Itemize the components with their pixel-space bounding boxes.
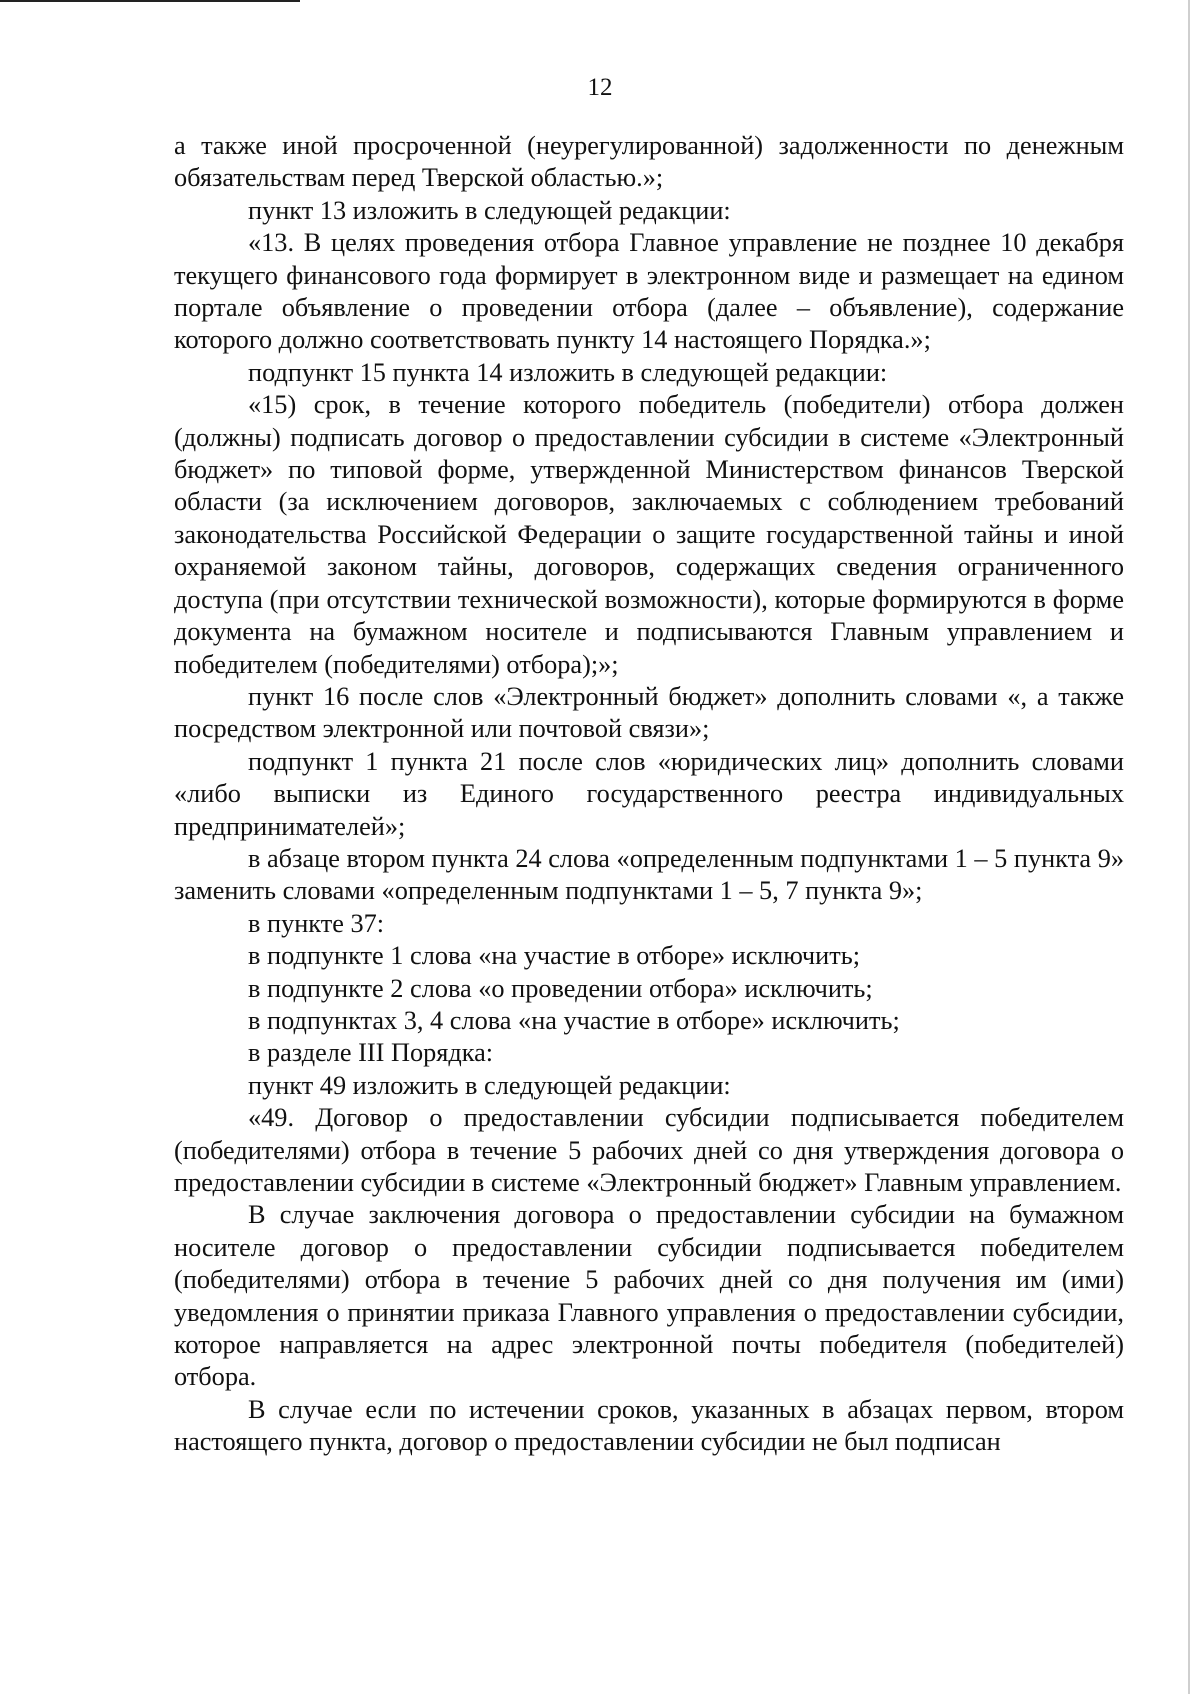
paragraph: «15) срок, в течение которого победитель (победители) отбора должен (должны) подписать договор о предоставлении субсидии в системе «Электронный бюджет» по типовой форме, утвержденной Министерством финансов Тверской области (за исключением договоров, заключаемых с соблюдением требований законодательства Российской Федерации о защите государственной тайны и иной охраняемой законом тайны, договоров, содержащих сведения ограниченного доступа (при отсутствии технической возможности), которые формируются в форме документа на бумажном носителе и подписываются Главным управлением и победителем (победителями) отбора);»; [174,390,1124,679]
paragraph: пункт 16 после слов «Электронный бюджет» дополнить словами «, а также посредством электронной или почтовой связи»; [174,681,1124,744]
paragraph: пункт 13 изложить в следующей редакции: [248,195,731,225]
paragraph: в подпункте 1 слова «на участие в отборе» исключить; [248,941,861,971]
paragraph: подпункт 1 пункта 21 после слов «юридических лиц» дополнить словами «либо выписки из Единого государственного реестра индивидуальных предпринимателей»; [174,746,1124,841]
paragraph: в подпункте 2 слова «о проведении отбора» исключить; [248,973,873,1003]
paragraph: а также иной просроченной (неурегулированной) задолженности по денежным обязательствам перед Тверской областью.»; [174,131,1124,193]
paragraph: пункт 49 изложить в следующей редакции: [248,1070,731,1100]
paragraph: «13. В целях проведения отбора Главное управление не позднее 10 декабря текущего финансового года формирует в электронном виде и размещает на едином портале объявление о проведении отбора (далее – объявление), содержание которого должно соответствовать пункту 14 настоящего Порядка.»; [174,228,1124,355]
paragraph: в пункте 37: [248,908,385,938]
paragraph: В случае если по истечении сроков, указанных в абзацах первом, втором настоящего пункта, договор о предоставлении субсидии не был подписан [174,1394,1124,1457]
scan-edge-right [1188,0,1190,1694]
paragraph: в абзаце втором пункта 24 слова «определенным подпунктами 1 – 5 пункта 9» заменить словами «определенным подпунктами 1 – 5, 7 пункта 9»; [174,843,1124,906]
document-body [174,130,1124,1459]
page-number: 12 [587,74,613,101]
paragraph: В случае заключения договора о предоставлении субсидии на бумажном носителе договор о предоставлении субсидии подписывается победителем (победителями) отбора в течение 5 рабочих дней со дня получения им (ими) уведомления о принятии приказа Главного управления о предоставлении субсидии, которое направляется на адрес электронной почты победителя (победителей) отбора. [174,1200,1124,1392]
paragraph: в разделе III Порядка: [248,1038,494,1068]
scan-edge-top [0,0,300,2]
paragraph: «49. Договор о предоставлении субсидии подписывается победителем (победителями) отбора в течение 5 рабочих дней со дня утверждения договора о предоставлении субсидии в системе «Электронный бюджет» Главным управлением. [174,1103,1124,1197]
paragraph: подпункт 15 пункта 14 изложить в следующей редакции: [248,357,888,387]
paragraph: в подпунктах 3, 4 слова «на участие в отборе» исключить; [248,1005,900,1035]
